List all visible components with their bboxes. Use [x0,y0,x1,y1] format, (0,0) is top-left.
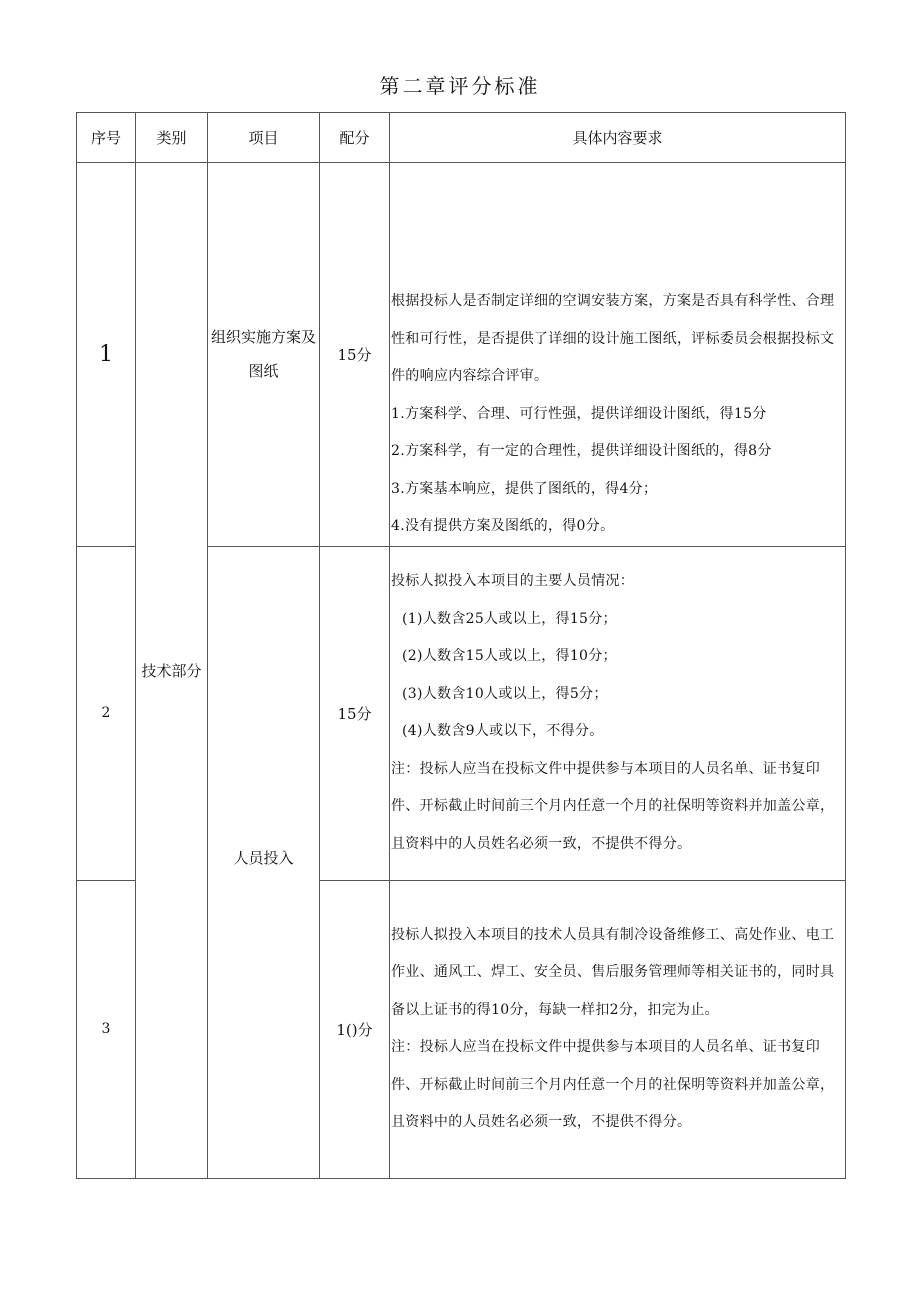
scoring-table [76,112,846,1179]
requirement-text: (2)人数含15人或以上，得10分； [402,648,617,665]
header-category: 类别 [136,113,208,163]
header-requirements: 具体内容要求 [390,113,846,163]
item-label: 组织实施方案及图纸 [210,328,316,381]
row-number: 3 [77,881,136,1178]
requirement-text: 3.方案基本响应，提供了图纸的，得4分； [391,480,658,497]
item-cell [208,546,320,1178]
requirement-text: 投标人拟投入本项目的技术人员具有制冷设备维修工、高处作业、电工作业、通风工、焊工、安全员、售后服务管理师等相关证书的，同时具备以上证书的得10分，每缺一样扣2分，扣完为止。 [391,926,835,1018]
table-row [77,163,846,547]
category-cell [136,163,208,1179]
requirement-text: 注：投标人应当在投标文件中提供参与本项目的人员名单、证书复印件、开标截止时间前三个月内任意一个月的社保明等资料并加盖公章，且资料中的人员姓名必须一致，不提供不得分。 [391,760,835,852]
requirements-cell [390,546,846,881]
score-cell: 1()分 [320,881,390,1178]
header-score: 配分 [320,113,390,163]
requirement-text: 根据投标人是否制定详细的空调安装方案，方案是否具有科学性、合理性和可行性，是否提供了详细的设计施工图纸，评标委员会根据投标文件的响应内容综合评审。 [391,293,835,384]
score-cell: 15分 [320,546,390,881]
score-cell: 15分 [320,163,390,547]
requirement-text: 1.方案科学、合理、可行性强，提供详细设计图纸，得15分 [391,405,767,422]
requirement-text: (1)人数含25人或以上，得15分； [402,610,617,627]
requirement-text: (3)人数含10人或以上，得5分； [402,685,608,702]
row-number: 1 [77,163,136,547]
requirements-cell [390,163,846,547]
header-item: 项目 [208,113,320,163]
page-title: 第二章评分标准 [379,74,541,98]
row-number: 2 [77,546,136,881]
requirement-text: 2.方案科学，有一定的合理性，提供详细设计图纸的，得8分 [391,443,772,459]
table-header-row [77,113,846,163]
requirement-text: 4.没有提供方案及图纸的，得0分。 [391,518,615,534]
requirement-text: (4)人数含9人或以下，不得分。 [402,723,604,740]
header-number: 序号 [77,113,136,163]
requirement-text: 投标人拟投入本项目的主要人员情况： [391,573,635,590]
item-cell [208,163,320,547]
item-label: 人员投入 [233,848,294,867]
requirements-cell [390,881,846,1178]
requirement-text: 注：投标人应当在投标文件中提供参与本项目的人员名单、证书复印件、开标截止时间前三个月内任意一个月的社保明等资料并加盖公章，且资料中的人员姓名必须一致，不提供不得分。 [391,1039,835,1131]
category-label: 技术部分 [141,661,202,680]
